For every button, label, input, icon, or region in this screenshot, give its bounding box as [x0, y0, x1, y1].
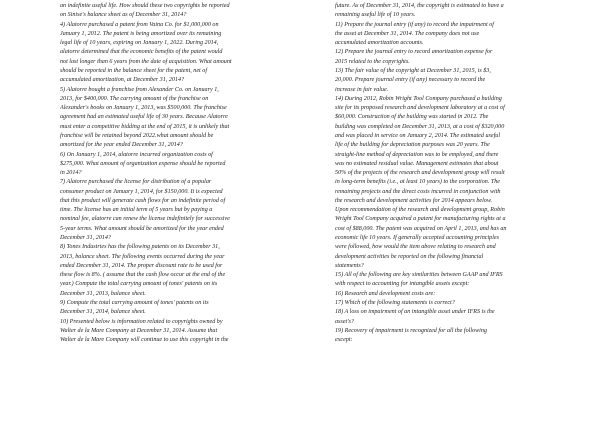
text-line: December 31, 2014? [60, 235, 111, 242]
text-line: asset's? [335, 318, 354, 325]
text-line: Wright Tool Company acquired a patent for manufacturing rights at a [335, 216, 506, 223]
text-line: in long-term benefits (i.e., at least 10 years) to the corporation. The [335, 179, 501, 186]
text-line: 17) Which of the following statements is correct? [335, 300, 455, 306]
text-line: $275,000. What amount of organization expense should be reported [60, 160, 226, 167]
text-line: these flow is 8%. ( assume that the cash flow occur at the end of the [60, 272, 226, 279]
text-line: accumulated amortization, at December 31, 2014? [60, 77, 185, 84]
text-line: should be reported in the balance sheet for the patent, net of [60, 67, 208, 74]
text-line: and was placed in service on January 2, 2014. The estimated useful [335, 132, 501, 139]
text-line: 18) A loss on impairment of an intangible asset under IFRS is the [335, 309, 495, 316]
text-line: 50% of the projects of the research and development group will result [335, 170, 505, 177]
text-line: were followed, how would the item above relating to research and [335, 244, 496, 251]
text-line: remaining projects and the direct costs incurred in conjunction with [335, 188, 501, 195]
text-line: year.) Compute the total carrying amount of tones' patents on its [60, 281, 218, 288]
text-line: $60,000. Construction of the building was started in 2012. The [335, 114, 489, 121]
text-line: 5) Alatorre bought a franchise from Alexander Co. on January 1, [60, 86, 219, 93]
text-line: December 31, 2013, balance sheet. [60, 290, 146, 297]
text-line: 6) On January 1, 2014, alatorre incurred organization costs of [60, 151, 213, 158]
text-line: amortized for the year ended December 31, 2014? [60, 142, 183, 149]
text-line: 16) Research and development costs are: [335, 290, 436, 297]
right-column [335, 2, 580, 345]
text-line: 15) All of the following are key similarities between GAAP and IFRS [335, 272, 503, 279]
text-line: Walter de la Mare Company will continue to use this copyright in the [60, 337, 229, 344]
text-line: 4) Alatorre purchased a patent from Vaina Co. for $1,000,000 on [60, 21, 219, 28]
text-line: 10) Presented below is information related to copyrights owned by [60, 318, 223, 325]
text-line: ended December 31, 2014. The proper discount rate to be used for [60, 262, 223, 269]
text-line: economic life 10 years. If generally accepted accounting principles [335, 235, 499, 242]
text-line: increase in fair value. [335, 86, 389, 93]
text-line: life of the building for depreciation purposes was 20 years. The [335, 142, 490, 149]
text-line: 19) Recovery of impairment is recognized for all the following [335, 327, 487, 334]
text-line: statements? [335, 262, 364, 269]
text-line: Upon recommendation of the research and development group, Robin [335, 207, 505, 214]
text-line: time. The license has an initial term of 5 years but by paying a [60, 207, 213, 214]
text-line: development activities be reported on the following financial [335, 253, 484, 260]
text-line: December 31, 2014, balance sheet. [60, 309, 146, 316]
text-line: on Sinise's balance sheet as of December 31, 2014? [60, 12, 187, 19]
text-line: the asset at December 31, 2014. The company does not use [335, 30, 480, 37]
text-line: alatorre determined that the economic benefits of the patent would [60, 49, 223, 56]
text-line: the research and development activities for 2014 appears below. [335, 197, 492, 204]
text-line: with respect to accounting for intangible assets except: [335, 281, 470, 288]
text-line: in 2014? [60, 170, 82, 177]
text-line: Walter de la Mare Company at December 31, 2014. Assume that [60, 327, 218, 334]
text-line: January 1, 2012. The patent is being amortized over its remaining [60, 30, 222, 37]
text-line: legal life of 10 years, expiring on January 1, 2022. During 2014, [60, 40, 219, 47]
text-line: accumulated amortization accounts. [335, 40, 424, 47]
text-line: 14) During 2012, Robin Wright Tool Company purchased a building [335, 95, 502, 102]
text-line: an indefinite useful life. How should these two copyrights be reported [60, 3, 230, 9]
text-line: straight-line method of depreciation was to be employed, and there [335, 151, 499, 158]
text-line: 2013, balance sheet. The following events occurred during the year [60, 253, 225, 260]
text-line: 5-year terms. What amount should be amortized for the year ended [60, 225, 224, 232]
text-line: 9) Compute the total carrying amount of tones' patents on its [60, 300, 209, 306]
text-line: 13) The fair value of the copyright at December 31, 2015, is $3, [335, 67, 491, 74]
text-line: except: [335, 337, 353, 344]
text-line: consumer product on January 1, 2014, for $150,000. It is expected [60, 188, 223, 195]
text-line: remaining useful life of 10 years. [335, 12, 416, 19]
text-line: future. As of December 31, 2014, the copyright is estimated to have a [335, 3, 504, 9]
text-line: 20,000. Prepare journal entry (if any) necessary to record the [335, 77, 486, 84]
text-line: cost of $88,000. The patent was acquired on April 1, 2013, and has an [335, 225, 507, 232]
text-line: not last longer than 6 years from the date of acquisition. What amount [60, 58, 232, 65]
text-line: 12) Prepare the journal entry to record amortization expense for [335, 49, 493, 56]
text-line: 8) Tones Industries has the following patents on its December 31, [60, 244, 220, 251]
text-line: 2013, for $400,000. The carrying amount of the franchise on [60, 95, 209, 102]
text-line: agreement had an estimated useful life of 30 years. Because Alatorre [60, 114, 228, 121]
text-line: must enter a competitive bidding at the end of 2015, it is unlikely that [60, 123, 230, 130]
text-line: site for its proposed research and development laboratory at a cost of [335, 105, 505, 112]
text-line: Alexander's books on January 1, 2013, was $500,000. The franchise [60, 105, 227, 112]
left-column [60, 2, 300, 345]
text-line: 11) Prepare the journal entry (if any) to record the impairment of [335, 21, 494, 28]
text-line: franchise will be retained beyond 2022.what amount should be [60, 132, 214, 139]
text-line: that this product will generate cash flows for an indefinite period of [60, 197, 226, 204]
text-line: building was completed on December 31, 2013, at a cost of $320,000 [335, 123, 505, 130]
text-line: nominal fee, alatorre can renew the license indefinitely for successive [60, 216, 230, 223]
text-line: 2015 related to the copyrights. [335, 58, 410, 65]
text-line: 7) Alatorre purchased the license for distribution of a popular [60, 179, 212, 186]
text-line: was no estimated residual value. Management estimates that about [335, 160, 499, 167]
